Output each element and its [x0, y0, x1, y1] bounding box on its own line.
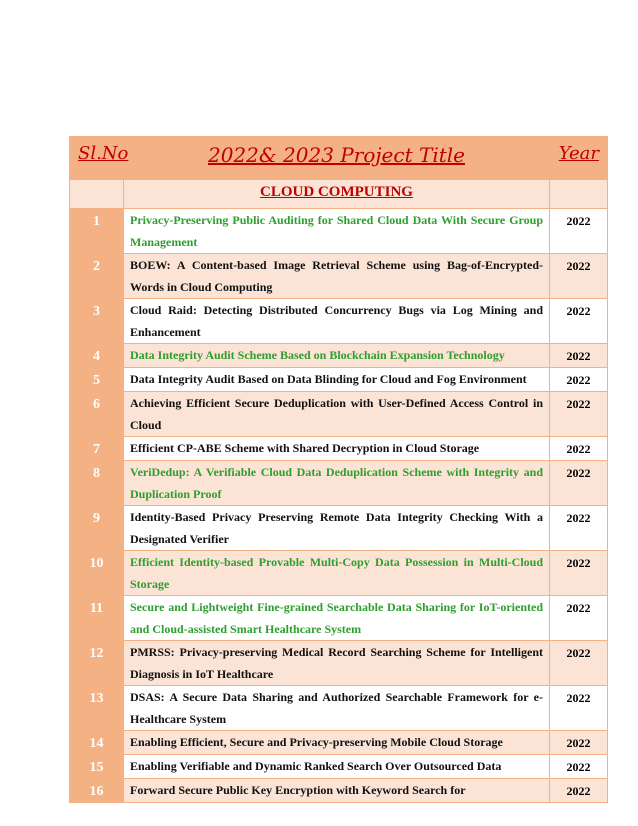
project-year: 2022	[566, 373, 591, 387]
table-row	[70, 344, 608, 368]
header-year: Year	[558, 143, 599, 164]
project-year: 2022	[566, 646, 591, 660]
table-row	[70, 392, 608, 437]
project-title: Secure and Lightweight Fine-grained Searchable Data Sharing for IoT-oriented and Cloud-assisted Smart Healthcare System	[130, 600, 543, 636]
project-year: 2022	[566, 259, 591, 273]
project-year: 2022	[566, 349, 591, 363]
row-number: 3	[93, 304, 100, 319]
project-title: Privacy-Preserving Public Auditing for Shared Cloud Data With Secure Group Management	[130, 213, 543, 249]
table-row	[70, 461, 608, 506]
table-row	[70, 368, 608, 392]
row-number: 6	[93, 397, 100, 412]
project-title: Enabling Verifiable and Dynamic Ranked Search Over Outsourced Data	[130, 759, 502, 773]
project-title: Efficient CP-ABE Scheme with Shared Decryption in Cloud Storage	[130, 441, 480, 455]
project-year: 2022	[566, 397, 591, 411]
project-title: Cloud Raid: Detecting Distributed Concurrency Bugs via Log Mining and Enhancement	[130, 303, 543, 339]
project-title: Identity-Based Privacy Preserving Remote Data Integrity Checking With a Designated Verifier	[130, 510, 543, 546]
row-number: 12	[89, 646, 104, 661]
project-year: 2022	[566, 784, 591, 798]
row-number: 7	[93, 442, 100, 457]
project-year: 2022	[566, 466, 591, 480]
row-number: 5	[93, 373, 100, 388]
row-number: 13	[89, 691, 104, 706]
row-number: 2	[93, 259, 100, 274]
project-title: BOEW: A Content-based Image Retrieval Scheme using Bag-of-Encrypted-Words in Cloud Computing	[130, 258, 543, 294]
project-year: 2022	[566, 511, 591, 525]
table-row	[70, 755, 608, 779]
project-title: Data Integrity Audit Scheme Based on Blockchain Expansion Technology	[130, 348, 505, 362]
table-row	[70, 551, 608, 596]
row-number: 14	[89, 736, 104, 751]
header-row	[70, 137, 608, 180]
project-year: 2022	[566, 214, 591, 228]
project-title: Enabling Efficient, Secure and Privacy-preserving Mobile Cloud Storage	[130, 735, 503, 749]
table-row	[70, 506, 608, 551]
row-number: 4	[93, 349, 100, 364]
project-year: 2022	[566, 601, 591, 615]
project-year: 2022	[566, 736, 591, 750]
table-row	[70, 779, 608, 803]
table-row	[70, 731, 608, 755]
table-row	[70, 254, 608, 299]
project-year: 2022	[566, 442, 591, 456]
project-title: DSAS: A Secure Data Sharing and Authorized Searchable Framework for e-Healthcare System	[130, 690, 543, 726]
row-number: 1	[93, 214, 100, 229]
project-table	[69, 136, 608, 803]
project-title: Achieving Efficient Secure Deduplication with User-Defined Access Control in Cloud	[130, 396, 543, 432]
table-row	[70, 596, 608, 641]
table-row	[70, 686, 608, 731]
section-row	[70, 180, 608, 209]
project-year: 2022	[566, 691, 591, 705]
row-number: 16	[89, 784, 104, 799]
project-title: PMRSS: Privacy-preserving Medical Record Searching Scheme for Intelligent Diagnosis in IoT Healthcare	[130, 645, 543, 681]
project-title: Efficient Identity-based Provable Multi-Copy Data Possession in Multi-Cloud Storage	[130, 555, 543, 591]
row-number: 10	[89, 556, 104, 571]
row-number: 9	[93, 511, 100, 526]
project-year: 2022	[566, 760, 591, 774]
section-title: CLOUD COMPUTING	[260, 184, 413, 200]
project-title: Data Integrity Audit Based on Data Blinding for Cloud and Fog Environment	[130, 372, 527, 386]
row-number: 15	[89, 760, 104, 775]
project-title: VeriDedup: A Verifiable Cloud Data Deduplication Scheme with Integrity and Duplication Proof	[130, 465, 543, 501]
row-number: 11	[89, 601, 104, 616]
table-row	[70, 641, 608, 686]
row-number: 8	[93, 466, 100, 481]
table-row	[70, 299, 608, 344]
header-title: 2022& 2023 Project Title	[207, 143, 465, 167]
project-year: 2022	[566, 304, 591, 318]
header-slno: Sl.No	[78, 143, 129, 164]
table-row	[70, 209, 608, 254]
project-title: Forward Secure Public Key Encryption with Keyword Search for	[130, 783, 466, 797]
project-year: 2022	[566, 556, 591, 570]
table-row	[70, 437, 608, 461]
